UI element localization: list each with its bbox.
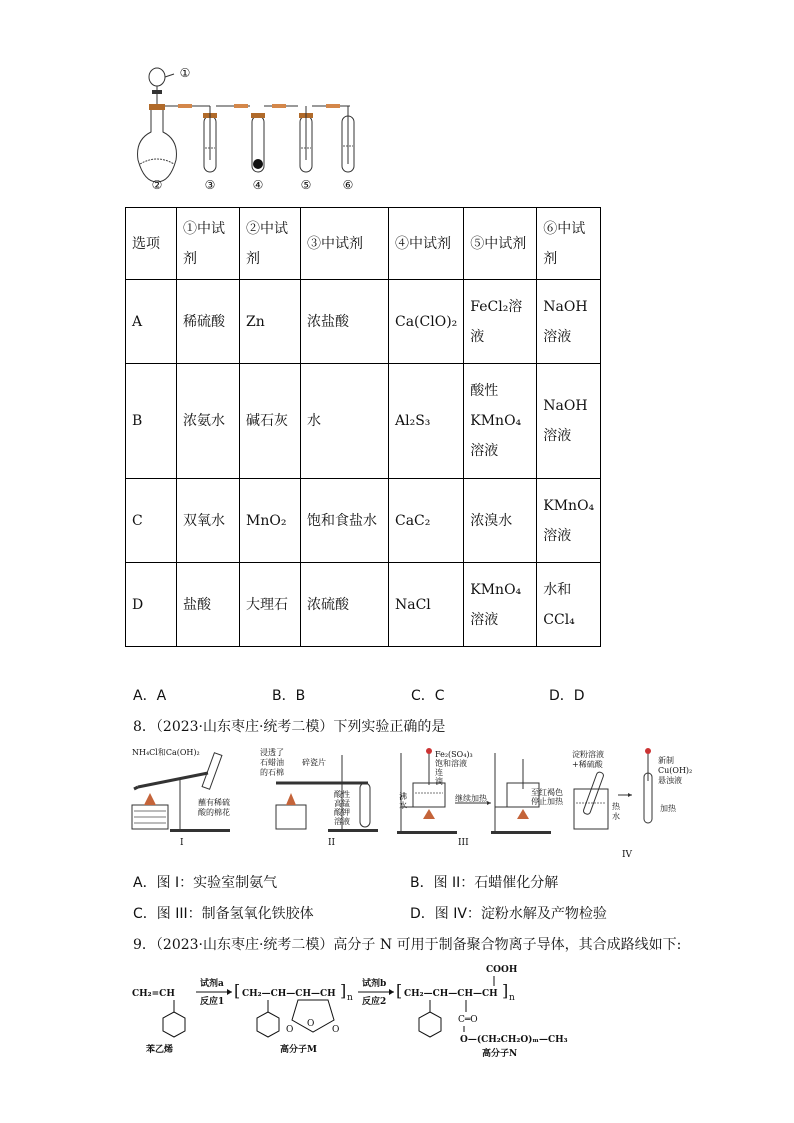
q9-stem: 9．（2023·山东枣庄·统考二模）高分子 N 可用于制备聚合物离子导体，其合成路线如下: [133, 937, 682, 953]
q8-choice-b[interactable]: B．图 II：石蜡催化分解 [410, 875, 559, 891]
table-cell: MnO₂ [240, 479, 301, 563]
svg-text:C═O: C═O [458, 1015, 478, 1025]
ester-chain: O—(CH₂CH₂O)ₘ—CH₃ [460, 1035, 568, 1045]
reaction-1: 反应1 [200, 997, 225, 1007]
table-cell: KMnO₄溶液 [537, 479, 601, 563]
table-row [126, 479, 601, 563]
sub-n-m: n [347, 993, 353, 1003]
q9-synthesis-route [128, 960, 588, 1060]
svg-text:O: O [307, 1019, 315, 1029]
table-cell: 盐酸 [177, 563, 240, 647]
header-cell: ⑤中试剂 [464, 208, 537, 280]
fig4-roman: IV [622, 850, 633, 860]
table-cell: 碱石灰 [240, 364, 301, 479]
q8-choice-c[interactable]: C．图 III：制备氢氧化铁胶体 [133, 906, 314, 922]
fig1-roman: I [180, 838, 184, 848]
option-cell: C [126, 479, 177, 563]
label-2: ② [151, 178, 163, 192]
q7-choice-d[interactable]: D．D [549, 688, 585, 704]
fig4-hot2: 水 [612, 812, 620, 821]
fig2-note1: 浸透了 [260, 748, 284, 757]
q8-choice-a[interactable]: A．图 I：实验室制氨气 [133, 875, 278, 891]
option-cell: A [126, 280, 177, 364]
table-cell: 浓溴水 [464, 479, 537, 563]
header-cell: ②中试剂 [240, 208, 301, 280]
table-cell: Al₂S₃ [389, 364, 464, 479]
fig3-boil1: 沸 [399, 792, 407, 801]
reagent-b: 试剂b [362, 979, 387, 989]
q8-figure-3 [395, 745, 570, 840]
header-cell: ①中试剂 [177, 208, 240, 280]
table-cell: NaOH溶液 [537, 280, 601, 364]
svg-text:]: ] [502, 981, 509, 1000]
q8-figure-4 [568, 745, 698, 840]
fig3-reagent1: Fe₂(SO₄)₃ [435, 750, 473, 759]
table-cell: NaCl [389, 563, 464, 647]
header-cell: ④中试剂 [389, 208, 464, 280]
fig2-sol2: 高锰 [334, 799, 350, 808]
fig4-sol1: 淀粉溶液 [572, 750, 604, 759]
table-cell: Ca(ClO)₂ [389, 280, 464, 364]
label-3: ③ [204, 178, 216, 192]
table-header-row [126, 208, 601, 280]
reaction-2: 反应2 [362, 997, 387, 1007]
styrene-formula: CH₂=CH [132, 989, 175, 999]
table-row [126, 280, 601, 364]
fig3-drip1: 连 [435, 768, 443, 777]
q7-choice-b[interactable]: B．B [272, 688, 306, 704]
fig4-reagent3: 悬浊液 [658, 776, 682, 785]
table-cell: 稀硫酸 [177, 280, 240, 364]
table-cell: 水 [301, 364, 389, 479]
table-cell: 酸性KMnO₄溶液 [464, 364, 537, 479]
reagent-table [125, 207, 601, 647]
reagent-a: 试剂a [200, 979, 224, 989]
table-row [126, 364, 601, 479]
table-cell: 浓硫酸 [301, 563, 389, 647]
table-cell: 浓盐酸 [301, 280, 389, 364]
fig3-roman: III [458, 838, 469, 848]
fig4-hot1: 热 [612, 802, 620, 811]
fig4-heat: 加热 [660, 804, 676, 813]
fig2-roman: II [328, 838, 336, 848]
fig4-reagent2: Cu(OH)₂ [658, 766, 693, 775]
svg-text:]: ] [340, 981, 347, 1000]
fig3-action: 继续加热 [455, 794, 487, 803]
option-cell: D [126, 563, 177, 647]
fig2-sol3: 酸钾 [334, 808, 350, 817]
table-cell: FeCl₂溶液 [464, 280, 537, 364]
chain-m: CH₂—CH—CH—CH [242, 989, 336, 999]
fig1-reagent: NH₄Cl和Ca(OH)₂ [132, 748, 200, 757]
table-cell: NaOH溶液 [537, 364, 601, 479]
fig2-note2: 石蜡油 [260, 758, 284, 767]
q8-choice-d[interactable]: D．图 IV：淀粉水解及产物检验 [410, 906, 607, 922]
fig2-note3: 的石棉 [260, 768, 284, 777]
label-6: ⑥ [342, 178, 354, 192]
q8-stem: 8．（2023·山东枣庄·统考二模）下列实验正确的是 [133, 719, 446, 735]
table-cell: KMnO₄溶液 [464, 563, 537, 647]
sub-n-n: n [509, 993, 515, 1003]
label-5: ⑤ [300, 178, 312, 192]
table-cell: 水和CCl₄ [537, 563, 601, 647]
q8-figure-2 [258, 745, 388, 835]
header-cell: ③中试剂 [301, 208, 389, 280]
q7-choice-c[interactable]: C．C [411, 688, 445, 704]
table-row [126, 563, 601, 647]
table-cell: CaC₂ [389, 479, 464, 563]
svg-text:O: O [286, 1025, 294, 1035]
header-cell: ⑥中试剂 [537, 208, 601, 280]
cooh-group: COOH [486, 965, 518, 975]
svg-text:O: O [332, 1025, 340, 1035]
q8-figure-1 [130, 745, 240, 835]
fig2-chip: 碎瓷片 [302, 758, 326, 767]
table-cell: 饱和食盐水 [301, 479, 389, 563]
header-cell: 选项 [126, 208, 177, 280]
table-cell: 浓氨水 [177, 364, 240, 479]
polymer-n-name: 高分子N [482, 1049, 518, 1059]
fig1-note1: 蘸有稀硫 [198, 798, 230, 807]
table-cell: 大理石 [240, 563, 301, 647]
svg-text:[: [ [234, 981, 241, 1000]
fig1-note2: 酸的棉花 [198, 808, 230, 817]
fig3-boil2: 水 [399, 801, 407, 810]
q7-choice-a[interactable]: A．A [133, 688, 167, 704]
fig4-sol2: +稀硫酸 [572, 760, 603, 769]
fig3-note2: 停止加热 [531, 797, 563, 806]
table-cell: 双氧水 [177, 479, 240, 563]
polymer-m-name: 高分子M [280, 1045, 317, 1055]
svg-text:[: [ [396, 981, 403, 1000]
fig3-note1: 至红褐色 [531, 788, 563, 797]
fig2-sol4: 溶液 [334, 817, 350, 826]
fig2-sol1: 酸性 [334, 790, 350, 799]
option-cell: B [126, 364, 177, 479]
label-1: ① [179, 66, 191, 80]
fig4-reagent1: 新制 [658, 756, 674, 765]
chain-n: CH₂—CH—CH—CH [404, 989, 498, 999]
label-4: ④ [252, 178, 264, 192]
table-cell: Zn [240, 280, 301, 364]
fig3-reagent2: 饱和溶液 [435, 759, 467, 768]
styrene-name: 苯乙烯 [146, 1045, 174, 1055]
fig3-drip2: 滴 [435, 777, 443, 786]
